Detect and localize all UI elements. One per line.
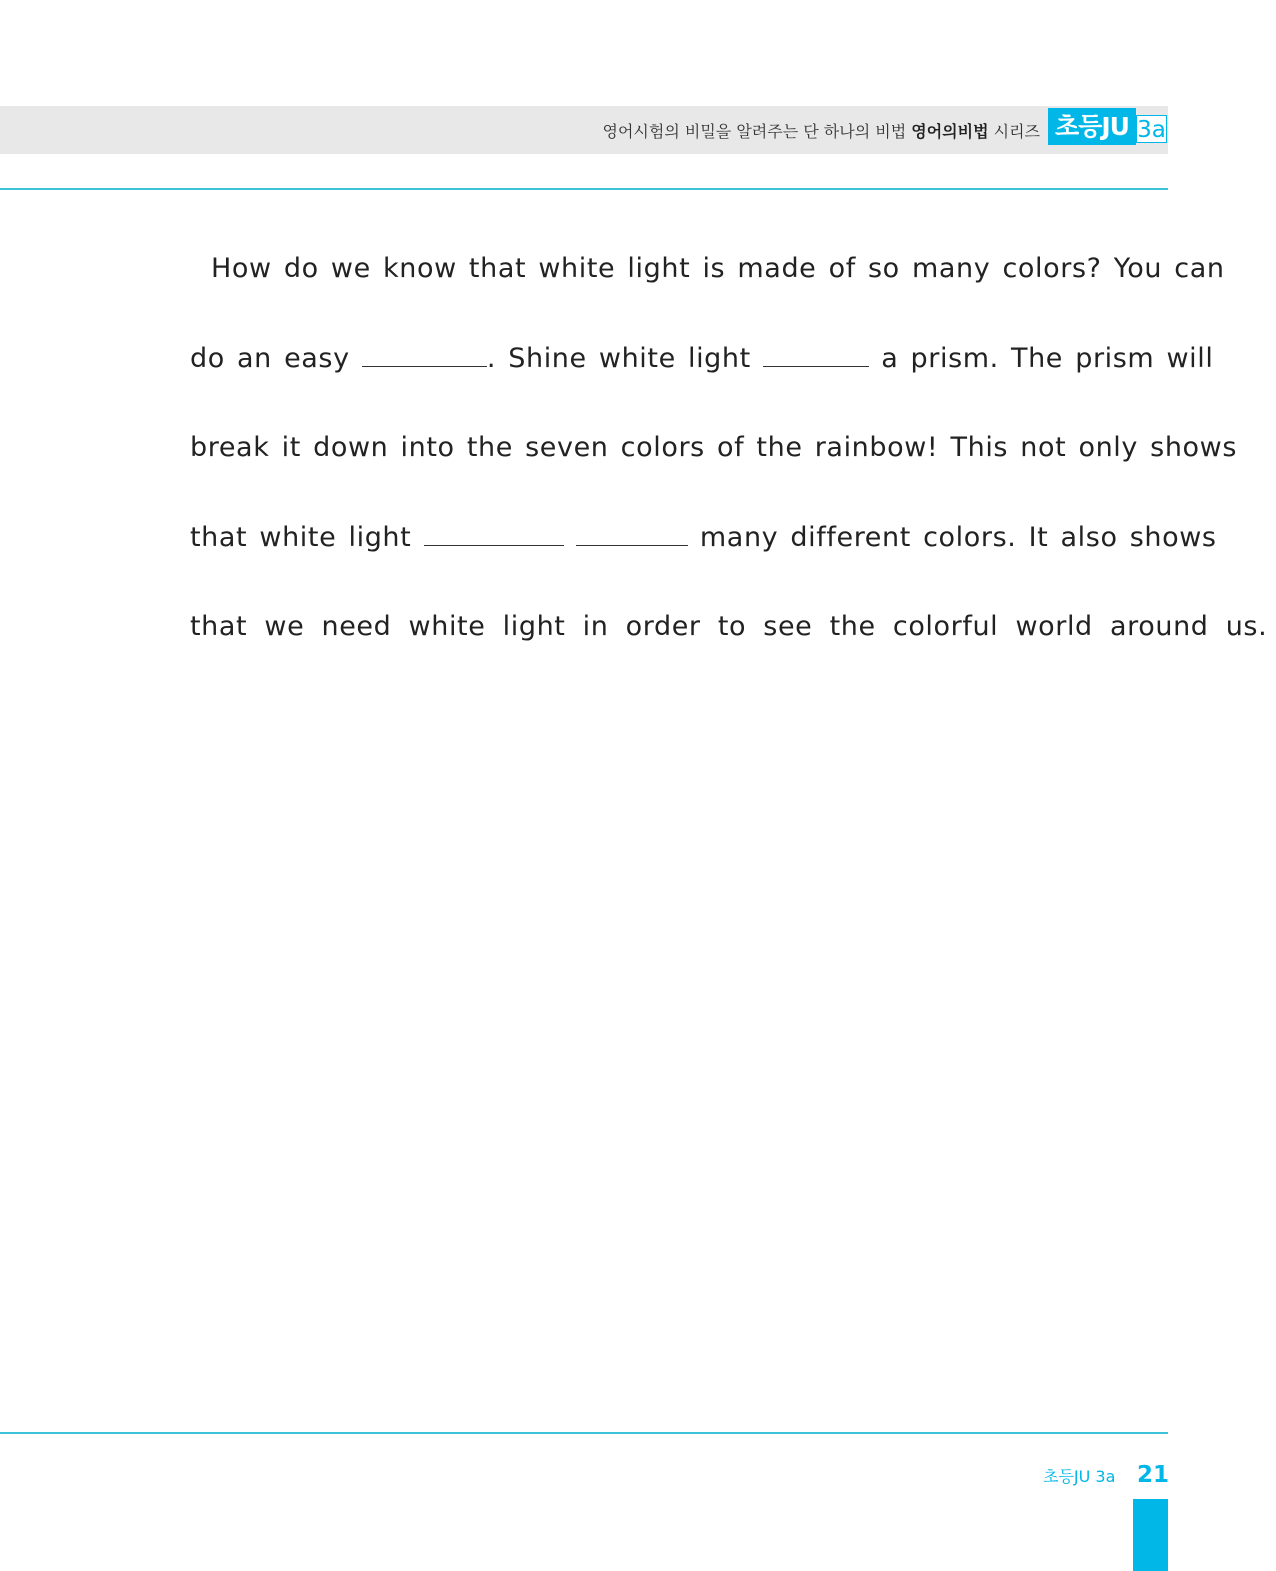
level-badge: 3a [1137, 117, 1166, 143]
passage-text: a prism. The prism will [881, 342, 1214, 374]
series-title-prefix: 영어시험의 비밀을 알려주는 단 하나의 비법 [602, 122, 907, 141]
footer-book-label: 초등JU 3a [1043, 1467, 1116, 1486]
passage-text: that we need white light in order to see the colorful world around us. [190, 611, 1268, 642]
passage-text: do an easy [190, 342, 350, 374]
top-divider [0, 188, 1168, 190]
series-title-bold: 영어의비법 [911, 122, 989, 141]
book-badge: 초등JU [1048, 108, 1136, 145]
passage-line-5 [190, 598, 1268, 688]
answer-blank-1[interactable] [362, 352, 487, 367]
reading-passage [190, 240, 1268, 688]
answer-blank-2[interactable] [763, 352, 869, 367]
passage-text: that white light [190, 521, 412, 553]
series-title-suffix: 시리즈 [993, 122, 1040, 141]
passage-text: How do we know that white light is made of so many colors? You can [211, 253, 1225, 284]
passage-line-2 [190, 330, 1214, 420]
corner-tab [1133, 1499, 1168, 1571]
page-number: 21 [1137, 1462, 1170, 1488]
bottom-divider [0, 1432, 1168, 1434]
passage-text: break it down into the seven colors of the rainbow! This not only shows [190, 432, 1238, 463]
answer-blank-4[interactable] [576, 531, 688, 546]
answer-blank-3[interactable] [424, 531, 564, 546]
series-title [603, 119, 1040, 142]
passage-line-4 [190, 509, 1217, 599]
passage-text: many different colors. It also shows [699, 521, 1217, 553]
passage-text: . Shine white light [486, 342, 751, 374]
passage-line-3 [190, 419, 1238, 509]
passage-line-1 [190, 240, 1225, 330]
